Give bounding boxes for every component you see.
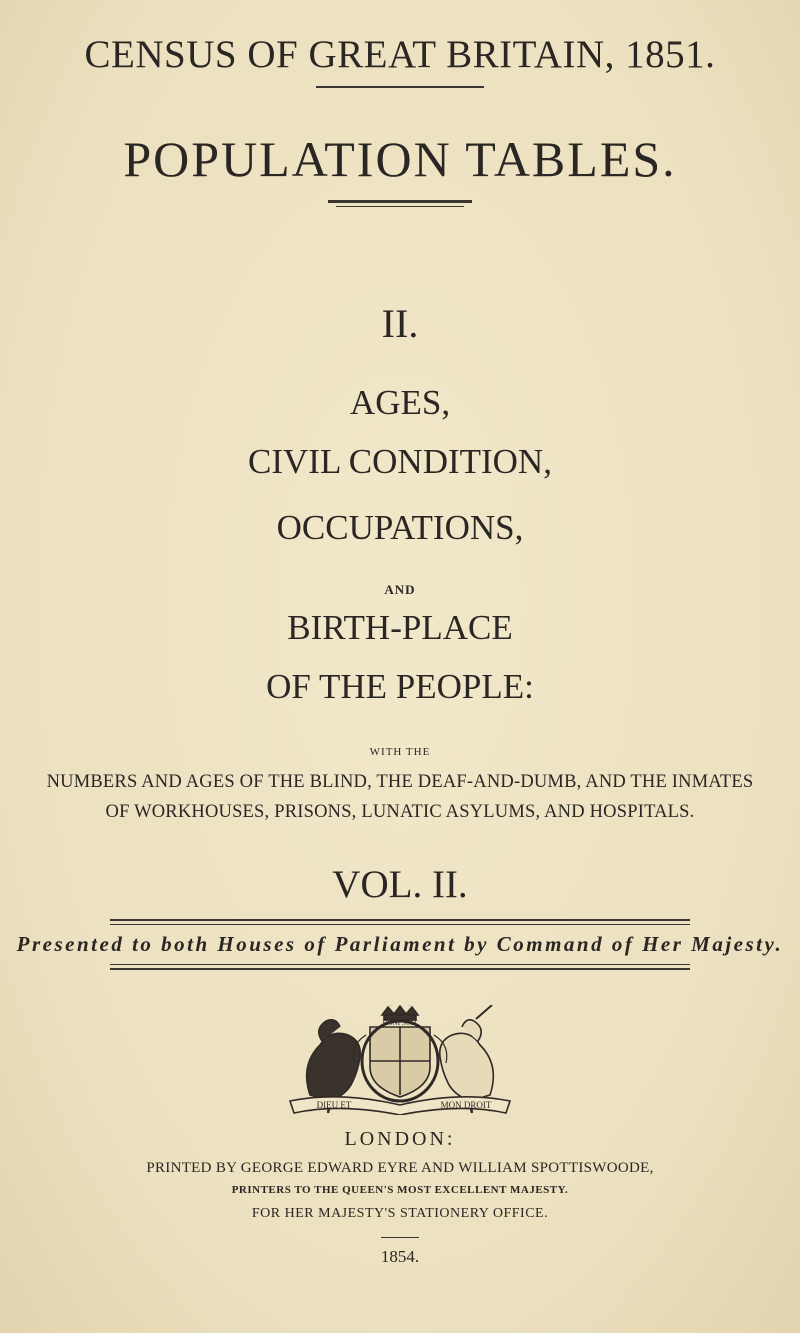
supplement-line-1: NUMBERS AND AGES OF THE BLIND, THE DEAF-AND-DUMB, AND THE INMATES [46,772,754,792]
subject-birth-place: BIRTH-PLACE [287,608,513,647]
presentation-line: Presented to both Houses of Parliament by Command of Her Majesty. [16,932,784,956]
crest-motto-left: DIEU ET [316,1100,352,1110]
crest-motto-right: MON DROIT [440,1100,492,1110]
volume-number: VOL. II. [332,863,468,906]
subject-ages: AGES, [349,383,451,422]
presentation-rule-top-thick [110,919,690,921]
title-underline-thick [328,200,472,203]
with-the-label: WITH THE [369,746,431,758]
imprint-printers-to: PRINTERS TO THE QUEEN'S MOST EXCELLENT MAJESTY. [231,1184,569,1196]
imprint-for-office: FOR HER MAJESTY'S STATIONERY OFFICE. [251,1206,549,1221]
title-underline-thin [336,206,464,207]
presentation-rule-top-thin [110,924,690,925]
subject-of-the-people: OF THE PEOPLE: [266,667,534,706]
subject-occupations: OCCUPATIONS, [276,508,524,547]
census-heading: CENSUS OF GREAT BRITAIN, 1851. [84,33,716,76]
part-number: II. [381,301,419,346]
imprint-printed-by: PRINTED BY GEORGE EDWARD EYRE AND WILLIAM SPOTTISWOODE, [146,1160,654,1176]
presentation-rule-bottom-thin [110,964,690,965]
presentation-rule-bottom-thick [110,968,690,970]
imprint-year: 1854. [380,1247,420,1266]
imprint-city: LONDON: [344,1128,456,1150]
crest-garter-text: HONI SOIT [382,1019,418,1027]
census-underline [316,86,484,88]
subject-civil-condition: CIVIL CONDITION, [248,442,552,481]
main-title: POPULATION TABLES. [123,131,677,187]
supplement-line-2: OF WORKHOUSES, PRISONS, LUNATIC ASYLUMS, AND HOSPITALS. [105,802,695,822]
subject-conjunction: AND [384,582,416,597]
imprint-rule [381,1237,419,1238]
royal-coat-of-arms-icon [270,1005,530,1115]
